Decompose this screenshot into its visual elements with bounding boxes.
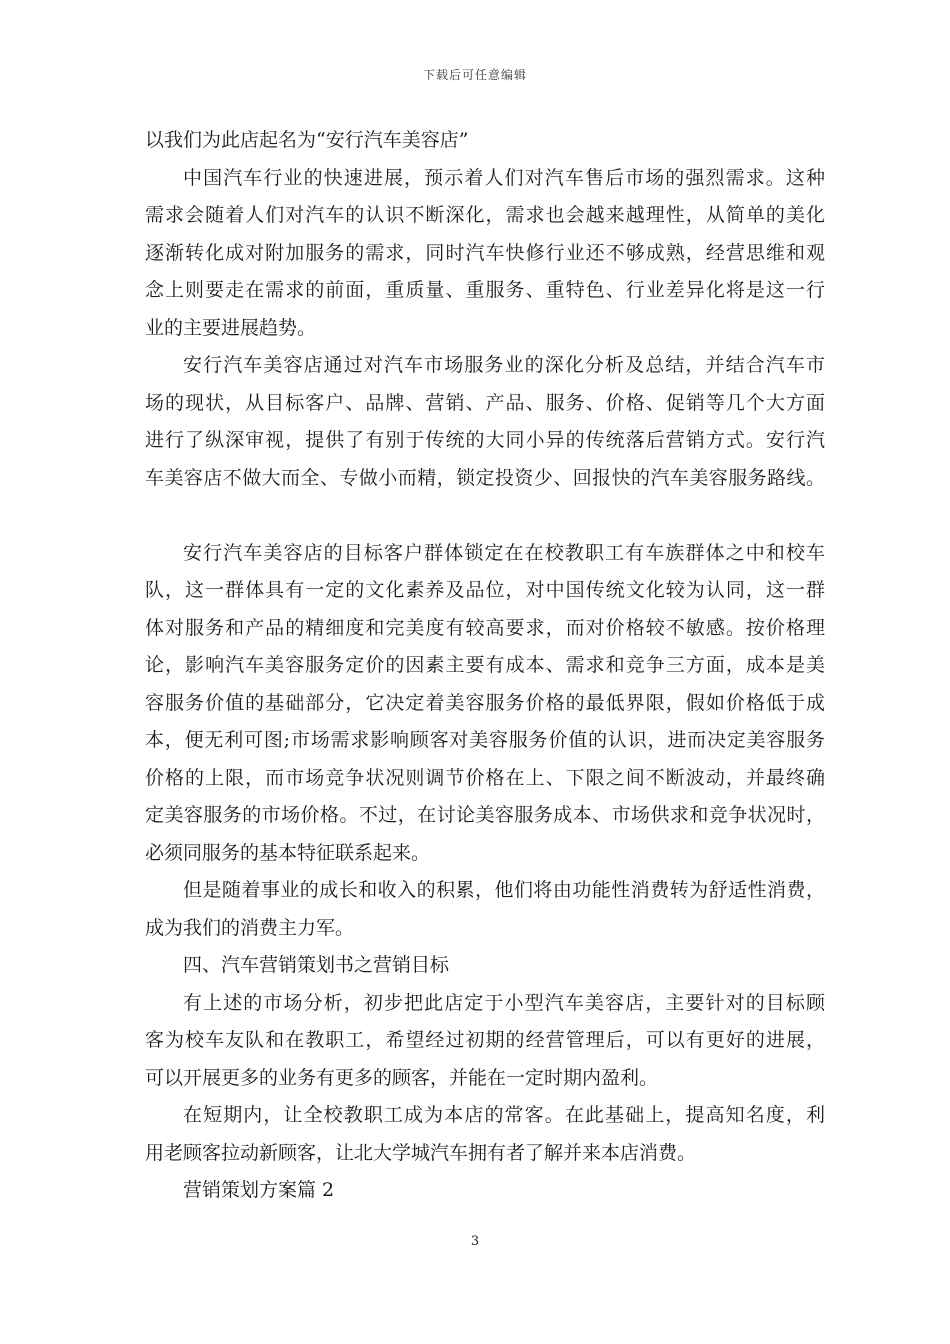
section-heading: 四、汽车营销策划书之营销目标 — [183, 954, 450, 976]
text-line: 容服务价值的基础部分，它决定着美容服务价格的最低界限，假如价格低于成 — [145, 691, 825, 714]
text-line: 需求会随着人们对汽车的认识不断深化，需求也会越来越理性，从简单的美化 — [145, 204, 825, 226]
paragraph-gap — [145, 497, 825, 535]
text-line: 有上述的市场分析，初步把此店定于小型汽车美容店，主要针对的目标顾 — [183, 991, 825, 1014]
text-line: 中国汽车行业的快速进展，预示着人们对汽车售后市场的强烈需求。这种 — [183, 166, 825, 189]
text-line: 逐渐转化成对附加服务的需求，同时汽车快修行业还不够成熟，经营思维和观 — [145, 241, 825, 264]
paragraph-short-term-goal — [145, 1097, 825, 1172]
text-line: 价格的上限，而市场竞争状况则调节价格在上、下限之间不断波动，并最终确 — [145, 766, 825, 789]
text-line: 车美容店不做大而全、专做小而精，锁定投资少、回报快的汽车美容服务路线。 — [145, 466, 825, 489]
page-number: 3 — [470, 1234, 480, 1249]
text-line: 定美容服务的市场价格。不过，在讨论美容服务成本、市场供求和竞争状况时， — [145, 804, 825, 826]
text-line: 体对服务和产品的精细度和完美度有较高要求，而对价格较不敏感。按价格理 — [145, 616, 825, 639]
text-line: 安行汽车美容店的目标客户群体锁定在在校教职工有车族群体之中和校车 — [183, 541, 825, 564]
text-line: 论，影响汽车美容服务定价的因素主要有成本、需求和竞争三方面，成本是美 — [145, 654, 825, 676]
paragraph-store-analysis — [145, 347, 825, 497]
text-line: 队，这一群体具有一定的文化素养及品位，对中国传统文化较为认同，这一群 — [145, 579, 825, 601]
text-line: 客为校车友队和在教职工，希望经过初期的经营管理后，可以有更好的进展， — [145, 1029, 825, 1051]
text-line: 本，便无利可图;市场需求影响顾客对美容服务价值的认识，进而决定美容服务 — [145, 729, 825, 751]
text-line: 进行了纵深审视，提供了有别于传统的大同小异的传统落后营销方式。安行汽 — [145, 429, 825, 451]
text-line: 场的现状，从目标客户、品牌、营销、产品、服务、价格、促销等几个大方面 — [145, 391, 825, 414]
section-heading-marketing-goal — [145, 947, 825, 985]
paragraph-market-positioning — [145, 985, 825, 1098]
text-line: 以我们为此店起名为“安行汽车美容店” — [145, 129, 469, 151]
paragraph-consumption-growth — [145, 872, 825, 947]
document-body — [145, 122, 825, 1210]
text-line: 安行汽车美容店通过对汽车市场服务业的深化分析及总结，并结合汽车市 — [183, 354, 825, 376]
text-line: 但是随着事业的成长和收入的积累，他们将由功能性消费转为舒适性消费， — [183, 879, 825, 901]
section-heading: 营销策划方案篇 2 — [183, 1179, 335, 1201]
paragraph-store-name — [145, 122, 825, 160]
text-line: 用老顾客拉动新顾客，让北大学城汽车拥有者了解并来本店消费。 — [145, 1141, 697, 1164]
text-line: 成为我们的消费主力军。 — [145, 916, 355, 939]
paragraph-industry-trend — [145, 160, 825, 348]
section-heading-plan-2 — [145, 1172, 825, 1210]
page-header: 下载后可任意编辑 — [422, 68, 527, 82]
text-line: 在短期内，让全校教职工成为本店的常客。在此基础上，提高知名度，利 — [183, 1104, 825, 1126]
text-line: 可以开展更多的业务有更多的顾客，并能在一定时期内盈利。 — [145, 1066, 659, 1089]
paragraph-target-customers — [145, 535, 825, 873]
text-line: 必须同服务的基本特征联系起来。 — [145, 841, 431, 864]
text-line: 业的主要进展趋势。 — [145, 316, 317, 339]
text-line: 念上则要走在需求的前面，重质量、重服务、重特色、行业差异化将是这一行 — [145, 279, 825, 301]
